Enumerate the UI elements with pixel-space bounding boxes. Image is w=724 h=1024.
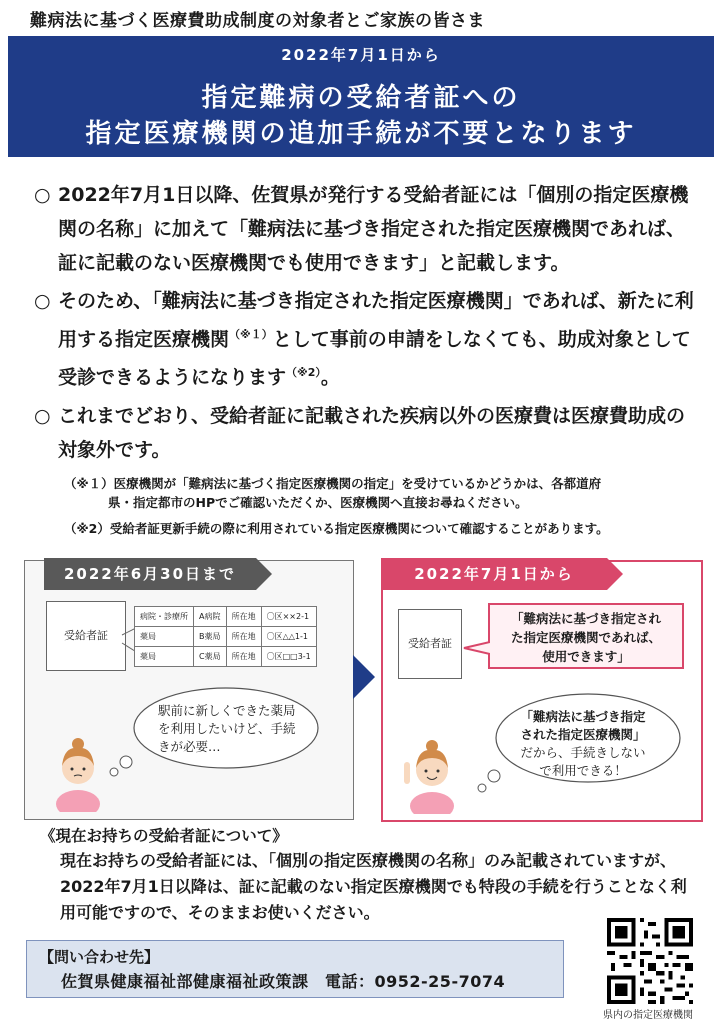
table-row [135,647,317,667]
effective-date: 2022年7月1日から [281,46,441,64]
certificate-before: 受給者証 [46,601,126,671]
footnote-ref: （※１） [229,328,273,341]
current-cert-title: 《現在お持ちの受給者証について》 [40,827,288,845]
after-thought [508,708,658,780]
table-cell: A病院 [194,607,227,627]
bullet-mark-icon: ○ [34,290,51,312]
table-row [135,607,317,627]
contact-box [26,940,564,998]
woman-pointing-icon [398,738,462,814]
table-cell: 〇区××2-1 [261,607,316,627]
footnotes [64,474,704,545]
header-banner [8,36,714,157]
bullet-text: そのため、「難病法に基づき指定された指定医療機関」であれば、新たに利用する指定医療機関 [58,290,694,351]
callout-pointer-icon [462,640,490,656]
thought-line: 「難病法に基づき指定 [520,709,646,724]
table-cell: 薬局 [135,647,194,667]
bullet-mark-icon: ○ [34,404,51,427]
table-cell: 〇区□□3-1 [261,647,316,667]
bullet-text: これまでどおり、受給者証に記載された疾病以外の医療費は医療費助成の対象外です。 [58,404,686,461]
bullet-list [34,178,694,471]
bullet-text: 。 [320,366,340,389]
arrow-right-icon [353,655,375,699]
current-cert-body: 現在お持ちの受給者証には、「個別の指定医療機関の名称」のみ記載されていますが、2022年7月1日以降は、証に記載のない指定医療機関でも特段の手続を行うことなく利用可能ですので、そのままお使いください。 [60,851,687,922]
footnote-text: （※１）医療機関が「難病法に基づく指定医療機関の指定」を受けているかどうかは、各都道府 [64,476,602,491]
table-cell: 所在地 [226,647,261,667]
callout-line: 使用できます」 [542,649,630,664]
table-cell: 所在地 [226,627,261,647]
before-thought: 駅前に新しくできた薬局を利用したいけど、手続きが必要… [158,703,296,754]
footnote-1 [64,474,704,512]
certificate-after: 受給者証 [398,609,462,679]
table-cell: C薬局 [194,647,227,667]
bullet-item [34,178,694,280]
thought-line: だから、手続きしない [520,745,646,760]
qr-code-icon[interactable] [607,918,693,1004]
table-cell: B薬局 [194,627,227,647]
certificate-callout [488,603,684,669]
table-row [135,627,317,647]
contact-title: 【問い合わせ先】 [39,948,160,966]
woman-worried-icon [48,736,108,812]
callout-line: 「難病法に基づき指定され [510,611,661,626]
footnote-ref: （※2） [286,366,321,380]
thought-line: で利用できる！ [539,763,627,778]
after-tab: 2022年7月1日から [381,558,607,590]
page-title [8,80,714,152]
bullet-item [34,284,694,395]
table-cell: 〇区△△1-1 [261,627,316,647]
footnote-text: 県・指定都市のHPでご確認いただくか、医療機関へ直接お尋ねください。 [108,495,528,510]
table-cell: 薬局 [135,627,194,647]
table-cell: 所在地 [226,607,261,627]
audience-note: 難病法に基づく医療費助成制度の対象者とご家族の皆さま [30,11,485,31]
title-line-2: 指定医療機関の追加手続が不要となります [85,119,637,149]
bullet-item [34,399,694,467]
thought-line: された指定医療機関」 [520,727,646,742]
table-cell: 病院・診療所 [135,607,194,627]
title-line-1: 指定難病の受給者証への [201,83,521,113]
qr-caption: 県内の指定医療機関 [603,1010,693,1021]
before-tab: 2022年6月30日まで [44,558,256,590]
footnote-2: （※2）受給者証更新手続の際に利用されている指定医療機関について確認することがあります。 [64,521,609,536]
institution-table [134,606,317,667]
bullet-mark-icon: ○ [34,184,51,206]
callout-line: た指定医療機関であれば、 [510,630,661,645]
bullet-text: 2022年7月1日以降、佐賀県が発行する受給者証には「個別の指定医療機関の名称」に加えて「難病法に基づき指定された指定医療機関であれば、証に記載のない医療機関でも使用できます」と記載します。 [58,184,689,274]
contact-line: 佐賀県健康福祉部健康福祉政策課 電話：0952-25-7074 [61,972,506,991]
bullet-text: として事前の申請をしなくても、助成対象として受診できるようになります [58,328,691,389]
